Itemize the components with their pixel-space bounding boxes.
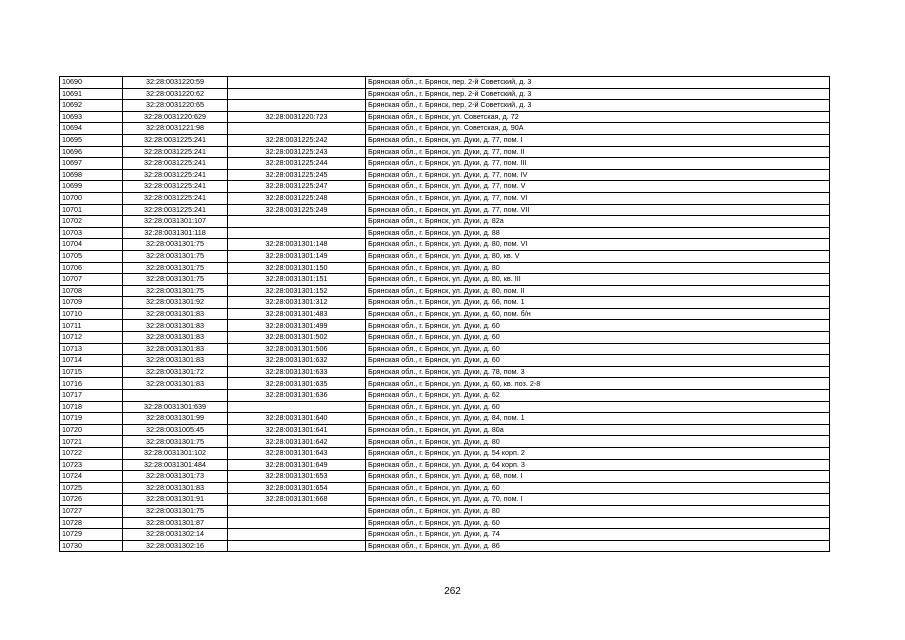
object-number-cell: 32:28:0031301:312: [228, 297, 366, 309]
object-number-cell: 32:28:0031301:499: [228, 320, 366, 332]
object-number-cell: [228, 227, 366, 239]
row-number-cell: 10715: [60, 366, 123, 378]
address-cell: Брянская обл., г. Брянск, пер. 2-й Советский, д. 3: [366, 100, 830, 112]
address-cell: Брянская обл., г. Брянск, ул. Дуки, д. 82а: [366, 216, 830, 228]
parcel-number-cell: 32:28:0031221:98: [123, 123, 228, 135]
parcel-number-cell: 32:28:0031301:83: [123, 343, 228, 355]
parcel-number-cell: 32:28:0031301:83: [123, 320, 228, 332]
address-cell: Брянская обл., г. Брянск, ул. Дуки, д. 80: [366, 262, 830, 274]
table-row: [60, 181, 830, 193]
object-number-cell: 32:28:0031301:632: [228, 355, 366, 367]
table-row: [60, 390, 830, 402]
address-cell: Брянская обл., г. Брянск, ул. Дуки, д. 54 корп. 2: [366, 448, 830, 460]
table-row: [60, 482, 830, 494]
table-row: [60, 297, 830, 309]
address-cell: Брянская обл., г. Брянск, пер. 2-й Советский, д. 3: [366, 77, 830, 89]
table-row: [60, 158, 830, 170]
parcel-number-cell: 32:28:0031301:102: [123, 448, 228, 460]
row-number-cell: 10695: [60, 134, 123, 146]
object-number-cell: 32:28:0031225:247: [228, 181, 366, 193]
object-number-cell: 32:28:0031225:243: [228, 146, 366, 158]
table-row: [60, 134, 830, 146]
address-cell: Брянская обл., г. Брянск, ул. Дуки, д. 60: [366, 320, 830, 332]
table-row: [60, 471, 830, 483]
object-number-cell: [228, 401, 366, 413]
parcel-number-cell: 32:28:0031301:75: [123, 505, 228, 517]
table-row: [60, 100, 830, 112]
parcel-number-cell: 32:28:0031220:62: [123, 88, 228, 100]
address-cell: Брянская обл., г. Брянск, ул. Советская, д. 90А: [366, 123, 830, 135]
parcel-number-cell: 32:28:0031301:639: [123, 401, 228, 413]
row-number-cell: 10691: [60, 88, 123, 100]
object-number-cell: [228, 216, 366, 228]
table-row: [60, 227, 830, 239]
parcel-number-cell: 32:28:0031301:118: [123, 227, 228, 239]
address-cell: Брянская обл., г. Брянск, ул. Советская, д. 72: [366, 111, 830, 123]
object-number-cell: 32:28:0031301:152: [228, 285, 366, 297]
address-cell: Брянская обл., г. Брянск, ул. Дуки, д. 60: [366, 332, 830, 344]
object-number-cell: 32:28:0031225:245: [228, 169, 366, 181]
table-row: [60, 169, 830, 181]
row-number-cell: 10711: [60, 320, 123, 332]
parcel-number-cell: 32:28:0031301:75: [123, 262, 228, 274]
address-cell: Брянская обл., г. Брянск, ул. Дуки, д. 77, пом. VI: [366, 192, 830, 204]
parcel-number-cell: 32:28:0031301:83: [123, 308, 228, 320]
row-number-cell: 10698: [60, 169, 123, 181]
object-number-cell: 32:28:0031301:483: [228, 308, 366, 320]
table-row: [60, 192, 830, 204]
object-number-cell: 32:28:0031301:654: [228, 482, 366, 494]
object-number-cell: 32:28:0031301:151: [228, 274, 366, 286]
parcel-number-cell: 32:28:0031301:75: [123, 285, 228, 297]
table-row: [60, 343, 830, 355]
object-number-cell: 32:28:0031225:244: [228, 158, 366, 170]
parcel-number-cell: 32:28:0031220:629: [123, 111, 228, 123]
row-number-cell: 10726: [60, 494, 123, 506]
row-number-cell: 10705: [60, 250, 123, 262]
table-row: [60, 436, 830, 448]
address-cell: Брянская обл., г. Брянск, ул. Дуки, д. 80: [366, 436, 830, 448]
object-number-cell: 32:28:0031301:148: [228, 239, 366, 251]
object-number-cell: [228, 517, 366, 529]
row-number-cell: 10716: [60, 378, 123, 390]
parcel-number-cell: 32:28:0031220:59: [123, 77, 228, 89]
parcel-number-cell: 32:28:0031301:83: [123, 378, 228, 390]
object-number-cell: [228, 505, 366, 517]
table-row: [60, 274, 830, 286]
table-row: [60, 216, 830, 228]
object-number-cell: 32:28:0031220:723: [228, 111, 366, 123]
parcel-number-cell: 32:28:0031225:241: [123, 169, 228, 181]
address-cell: Брянская обл., г. Брянск, ул. Дуки, д. 60: [366, 355, 830, 367]
table-row: [60, 320, 830, 332]
parcel-number-cell: 32:28:0031301:73: [123, 471, 228, 483]
parcel-number-cell: 32:28:0031301:75: [123, 274, 228, 286]
row-number-cell: 10721: [60, 436, 123, 448]
row-number-cell: 10693: [60, 111, 123, 123]
row-number-cell: 10694: [60, 123, 123, 135]
object-number-cell: 32:28:0031301:668: [228, 494, 366, 506]
parcel-number-cell: 32:28:0031301:92: [123, 297, 228, 309]
row-number-cell: 10725: [60, 482, 123, 494]
object-number-cell: [228, 540, 366, 552]
row-number-cell: 10690: [60, 77, 123, 89]
row-number-cell: 10714: [60, 355, 123, 367]
parcel-number-cell: 32:28:0031225:241: [123, 134, 228, 146]
row-number-cell: 10706: [60, 262, 123, 274]
table-row: [60, 77, 830, 89]
address-cell: Брянская обл., г. Брянск, ул. Дуки, д. 77, пом. II: [366, 146, 830, 158]
table-row: [60, 111, 830, 123]
parcel-number-cell: 32:28:0031301:72: [123, 366, 228, 378]
address-cell: Брянская обл., г. Брянск, ул. Дуки, д. 70, пом. I: [366, 494, 830, 506]
table-row: [60, 88, 830, 100]
address-cell: Брянская обл., г. Брянск, ул. Дуки, д. 77, пом. III: [366, 158, 830, 170]
address-cell: Брянская обл., г. Брянск, ул. Дуки, д. 80, пом. II: [366, 285, 830, 297]
object-number-cell: [228, 88, 366, 100]
address-cell: Брянская обл., г. Брянск, ул. Дуки, д. 60: [366, 401, 830, 413]
row-number-cell: 10704: [60, 239, 123, 251]
address-cell: Брянская обл., г. Брянск, ул. Дуки, д. 80, кв. V: [366, 250, 830, 262]
table-row: [60, 448, 830, 460]
row-number-cell: 10728: [60, 517, 123, 529]
address-cell: Брянская обл., г. Брянск, ул. Дуки, д. 77, пом. VII: [366, 204, 830, 216]
row-number-cell: 10707: [60, 274, 123, 286]
address-cell: Брянская обл., г. Брянск, ул. Дуки, д. 74: [366, 529, 830, 541]
row-number-cell: 10723: [60, 459, 123, 471]
address-cell: Брянская обл., г. Брянск, ул. Дуки, д. 88: [366, 227, 830, 239]
table-row: [60, 239, 830, 251]
parcel-number-cell: 32:28:0031301:87: [123, 517, 228, 529]
object-number-cell: [228, 100, 366, 112]
object-number-cell: 32:28:0031301:506: [228, 343, 366, 355]
address-cell: Брянская обл., г. Брянск, ул. Дуки, д. 80, пом. VI: [366, 239, 830, 251]
parcel-number-cell: 32:28:0031225:241: [123, 192, 228, 204]
table-row: [60, 459, 830, 471]
address-cell: Брянская обл., г. Брянск, пер. 2-й Советский, д. 3: [366, 88, 830, 100]
row-number-cell: 10710: [60, 308, 123, 320]
table-row: [60, 355, 830, 367]
row-number-cell: 10709: [60, 297, 123, 309]
address-cell: Брянская обл., г. Брянск, ул. Дуки, д. 77, пом. IV: [366, 169, 830, 181]
parcel-number-cell: 32:28:0031301:83: [123, 482, 228, 494]
parcel-number-cell: 32:28:0031301:83: [123, 332, 228, 344]
table-row: [60, 146, 830, 158]
table-row: [60, 413, 830, 425]
parcel-number-cell: 32:28:0031301:83: [123, 355, 228, 367]
parcel-number-cell: 32:28:0031225:241: [123, 158, 228, 170]
table-row: [60, 494, 830, 506]
row-number-cell: 10703: [60, 227, 123, 239]
object-number-cell: 32:28:0031225:248: [228, 192, 366, 204]
address-cell: Брянская обл., г. Брянск, ул. Дуки, д. 80, кв. III: [366, 274, 830, 286]
page-number: 262: [444, 586, 461, 597]
table-row: [60, 332, 830, 344]
parcel-number-cell: 32:28:0031301:91: [123, 494, 228, 506]
row-number-cell: 10724: [60, 471, 123, 483]
object-number-cell: [228, 77, 366, 89]
parcel-number-cell: 32:28:0031301:75: [123, 436, 228, 448]
object-number-cell: 32:28:0031301:641: [228, 424, 366, 436]
address-cell: Брянская обл., г. Брянск, ул. Дуки, д. 60: [366, 482, 830, 494]
parcel-number-cell: 32:28:0031220:65: [123, 100, 228, 112]
object-number-cell: 32:28:0031301:636: [228, 390, 366, 402]
parcel-number-cell: 32:28:0031225:241: [123, 204, 228, 216]
object-number-cell: 32:28:0031225:249: [228, 204, 366, 216]
address-cell: Брянская обл., г. Брянск, ул. Дуки, д. 60, пом. б/н: [366, 308, 830, 320]
parcel-number-cell: 32:28:0031225:241: [123, 181, 228, 193]
row-number-cell: 10719: [60, 413, 123, 425]
object-number-cell: 32:28:0031301:502: [228, 332, 366, 344]
registry-table: [59, 76, 830, 552]
row-number-cell: 10727: [60, 505, 123, 517]
object-number-cell: 32:28:0031301:653: [228, 471, 366, 483]
parcel-number-cell: 32:28:0031302:14: [123, 529, 228, 541]
table-row: [60, 505, 830, 517]
table-row: [60, 401, 830, 413]
row-number-cell: 10718: [60, 401, 123, 413]
address-cell: Брянская обл., г. Брянск, ул. Дуки, д. 66, пом. 1: [366, 297, 830, 309]
row-number-cell: 10722: [60, 448, 123, 460]
parcel-number-cell: 32:28:0031301:484: [123, 459, 228, 471]
object-number-cell: 32:28:0031301:649: [228, 459, 366, 471]
parcel-number-cell: 32:28:0031301:107: [123, 216, 228, 228]
table-row: [60, 204, 830, 216]
table-row: [60, 540, 830, 552]
row-number-cell: 10729: [60, 529, 123, 541]
address-cell: Брянская обл., г. Брянск, ул. Дуки, д. 68, пом. I: [366, 471, 830, 483]
object-number-cell: 32:28:0031301:643: [228, 448, 366, 460]
row-number-cell: 10696: [60, 146, 123, 158]
parcel-number-cell: 32:28:0031225:241: [123, 146, 228, 158]
row-number-cell: 10702: [60, 216, 123, 228]
row-number-cell: 10697: [60, 158, 123, 170]
parcel-number-cell: 32:28:0031301:75: [123, 239, 228, 251]
address-cell: Брянская обл., г. Брянск, ул. Дуки, д. 78, пом. 3: [366, 366, 830, 378]
registry-table-body: [60, 77, 830, 552]
parcel-number-cell: 32:28:0031301:99: [123, 413, 228, 425]
address-cell: Брянская обл., г. Брянск, ул. Дуки, д. 80: [366, 505, 830, 517]
row-number-cell: 10708: [60, 285, 123, 297]
object-number-cell: [228, 529, 366, 541]
object-number-cell: 32:28:0031301:150: [228, 262, 366, 274]
row-number-cell: 10701: [60, 204, 123, 216]
row-number-cell: 10720: [60, 424, 123, 436]
address-cell: Брянская обл., г. Брянск, ул. Дуки, д. 60, кв. поз. 2-8: [366, 378, 830, 390]
object-number-cell: 32:28:0031301:642: [228, 436, 366, 448]
table-row: [60, 366, 830, 378]
table-row: [60, 123, 830, 135]
table-row: [60, 262, 830, 274]
object-number-cell: 32:28:0031301:635: [228, 378, 366, 390]
address-cell: Брянская обл., г. Брянск, ул. Дуки, д. 60: [366, 343, 830, 355]
table-row: [60, 308, 830, 320]
parcel-number-cell: [123, 390, 228, 402]
object-number-cell: 32:28:0031225:242: [228, 134, 366, 146]
object-number-cell: 32:28:0031301:149: [228, 250, 366, 262]
table-row: [60, 285, 830, 297]
address-cell: Брянская обл., г. Брянск, ул. Дуки, д. 64 корп. 3: [366, 459, 830, 471]
row-number-cell: 10713: [60, 343, 123, 355]
table-row: [60, 250, 830, 262]
address-cell: Брянская обл., г. Брянск, ул. Дуки, д. 62: [366, 390, 830, 402]
table-row: [60, 424, 830, 436]
row-number-cell: 10692: [60, 100, 123, 112]
row-number-cell: 10699: [60, 181, 123, 193]
address-cell: Брянская обл., г. Брянск, ул. Дуки, д. 80а: [366, 424, 830, 436]
parcel-number-cell: 32:28:0031301:75: [123, 250, 228, 262]
parcel-number-cell: 32:28:0031302:16: [123, 540, 228, 552]
address-cell: Брянская обл., г. Брянск, ул. Дуки, д. 84, пом. 1: [366, 413, 830, 425]
row-number-cell: 10700: [60, 192, 123, 204]
address-cell: Брянская обл., г. Брянск, ул. Дуки, д. 86: [366, 540, 830, 552]
table-row: [60, 529, 830, 541]
object-number-cell: 32:28:0031301:633: [228, 366, 366, 378]
row-number-cell: 10717: [60, 390, 123, 402]
object-number-cell: [228, 123, 366, 135]
address-cell: Брянская обл., г. Брянск, ул. Дуки, д. 77, пом. I: [366, 134, 830, 146]
row-number-cell: 10730: [60, 540, 123, 552]
table-row: [60, 517, 830, 529]
address-cell: Брянская обл., г. Брянск, ул. Дуки, д. 60: [366, 517, 830, 529]
parcel-number-cell: 32:28:0031005:45: [123, 424, 228, 436]
table-row: [60, 378, 830, 390]
row-number-cell: 10712: [60, 332, 123, 344]
address-cell: Брянская обл., г. Брянск, ул. Дуки, д. 77, пом. V: [366, 181, 830, 193]
object-number-cell: 32:28:0031301:640: [228, 413, 366, 425]
